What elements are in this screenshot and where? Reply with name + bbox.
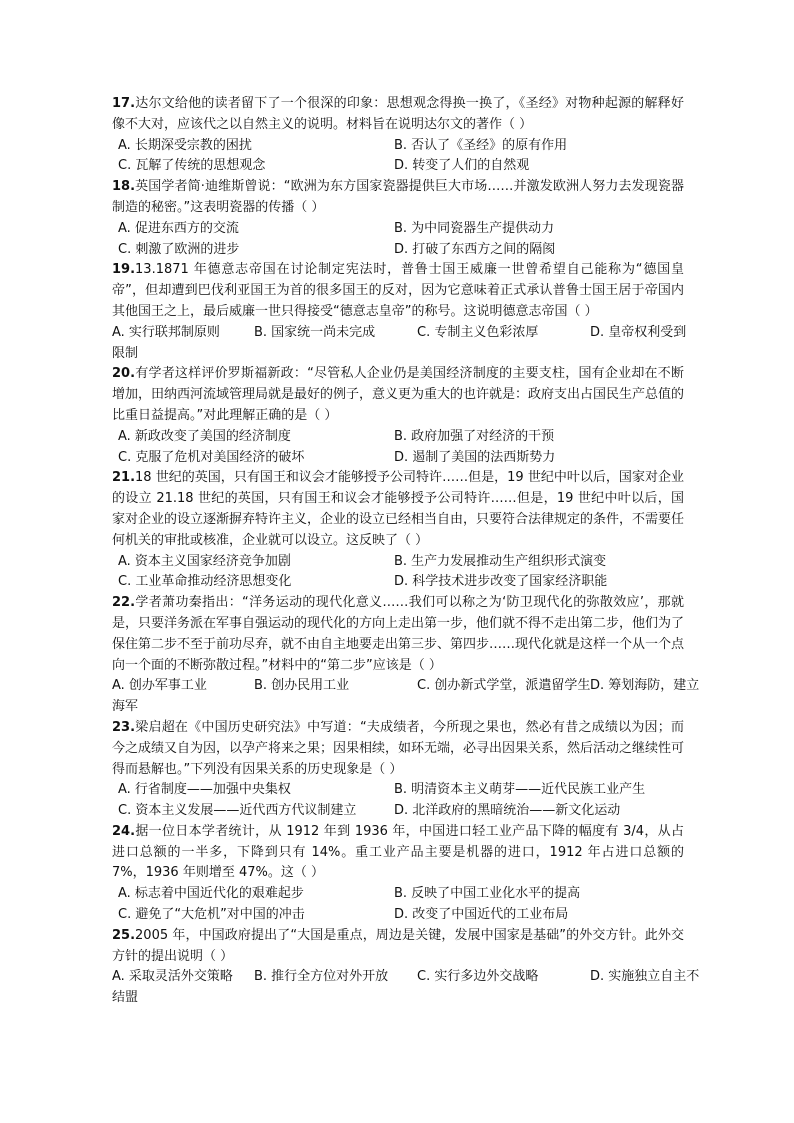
question-number: 21. (112, 470, 136, 486)
option-b: B. 为中同瓷器生产提供动力 (394, 220, 555, 236)
question-number: 22. (112, 595, 136, 611)
question-number: 19. (112, 262, 136, 278)
option-a: A. 实行联邦制原则 (112, 324, 220, 340)
option-b: B. 政府加强了对经济的干预 (394, 428, 555, 444)
question-page (112, 94, 700, 1009)
option-a: A. 促进东西方的交流 (118, 220, 239, 236)
options-grid (112, 219, 684, 261)
option-c: C. 实行多边外交战略 (417, 969, 539, 985)
option-d: D. 筹划海防，建立 (590, 678, 700, 694)
question-stem (112, 468, 684, 551)
question-number: 17. (112, 96, 136, 111)
option-c: C. 创办新式学堂，派遣留学生 (417, 678, 591, 694)
question-block (112, 926, 700, 1009)
option-d: D. 转变了人们的自然观 (394, 158, 530, 174)
question-stem (112, 177, 684, 219)
question-text: 18 世纪的英国，只有国王和议会才能够授予公司特许……但是，19 世纪中叶以后，国家对企业的设立 21.18 世纪的英国，只有国王和议会才能够授予公司特许……但是，19 世纪中叶以后，国家对企业的设立逐渐摒弃特许主义，企业的设立已经相当自由，只要符合法律规定的条件，不需要任何机关的审批或核准，企业就可以设立。这反映了（ ） (112, 470, 685, 548)
option-continuation: 结盟 (112, 990, 139, 1006)
question-stem (112, 926, 684, 968)
option-c: C. 资本主义发展——近代西方代议制建立 (118, 803, 357, 819)
option-c: C. 刺激了欧洲的进步 (118, 241, 240, 257)
question-text: 达尔文给他的读者留下了一个很深的印象：思想观念得换一换了，《圣经》对物种起源的解释好像不大对，应该代之以自然主义的说明。材料旨在说明达尔文的著作（ ） (112, 96, 684, 132)
option-c: C. 避免了“大危机”对中国的冲击 (118, 907, 305, 923)
option-d: D. 北洋政府的黑暗统治——新文化运动 (394, 803, 621, 819)
option-a: A. 新政改变了美国的经济制度 (118, 428, 291, 444)
option-b: B. 否认了《圣经》的原有作用 (394, 137, 568, 153)
question-block (112, 364, 684, 468)
question-block (112, 718, 684, 822)
option-c: C. 瓦解了传统的思想观念 (118, 158, 266, 174)
option-d: D. 改变了中国近代的工业布局 (394, 907, 569, 923)
options-grid (112, 136, 684, 178)
question-text: 有学者这样评价罗斯福新政：“尽管私人企业仍是美国经济制度的主要支柱，国有企业却在不断增加，田纳西河流域管理局就是最好的例子，意义更为重大的也许就是：政府支出占国民生产总值的比重日益提高。”对此理解正确的是（ ） (112, 366, 685, 423)
option-b: B. 明清资本主义萌芽——近代民族工业产生 (394, 782, 646, 798)
question-block (112, 260, 687, 364)
option-b: B. 推行全方位对外开放 (254, 969, 389, 985)
option-a: A. 资本主义国家经济竞争加剧 (118, 553, 291, 569)
question-block (112, 468, 684, 593)
question-stem (112, 260, 684, 322)
option-a: A. 采取灵活外交策略 (112, 969, 233, 985)
option-c: C. 专制主义色彩浓厚 (417, 324, 539, 340)
option-d: D. 皇帝权利受到 (590, 324, 687, 340)
question-number: 20. (112, 366, 136, 382)
question-number: 24. (112, 823, 136, 839)
question-number: 25. (112, 927, 136, 943)
option-d: D. 打破了东西方之间的隔阂 (394, 241, 556, 257)
options-grid (112, 552, 684, 594)
option-a: A. 创办军事工业 (112, 678, 207, 694)
options-grid (112, 676, 700, 718)
option-continuation: 海军 (112, 699, 139, 715)
question-text: 13.1871 年德意志帝国在讨论制定宪法时，普鲁士国王威廉一世曾希望自己能称为“德国皇帝”，但却遭到巴伐利亚国王为首的很多国王的反对，因为它意味着正式承认普鲁士国王居于帝国内其他国王之上，最后威廉一世只得接受“德意志皇帝”的称号。这说明德意志帝国（ ） (112, 262, 684, 319)
options-grid (112, 323, 687, 365)
question-text: 2005 年，中国政府提出了“大国是重点，周边是关键，发展中国家是基础”的外交方针。此外交方针的提出说明（ ） (112, 927, 684, 964)
question-text: 学者萧功秦指出：“洋务运动的现代化意义……我们可以称之为‘防卫现代化的弥散效应’，那就是，只要洋务派在军事自强运动的现代化的方向上走出第一步，他们就不得不走出第二步，他们为了保住第二步不至于前功尽弃，就不由自主地要走出第三步、第四步……现代化就是这样一个从一个点向一个面的不断弥散过程。”材料中的“第二步”应该是（ ） (112, 595, 685, 673)
question-stem (112, 718, 684, 780)
question-block (112, 94, 684, 177)
option-c: C. 工业革命推动经济思想变化 (118, 574, 292, 590)
options-grid (112, 780, 684, 822)
option-c: C. 克服了危机对美国经济的破坏 (118, 449, 305, 465)
question-number: 18. (112, 179, 136, 195)
option-b: B. 国家统一尚未完成 (254, 324, 376, 340)
question-block (112, 822, 684, 926)
question-text: 梁启超在《中国历史研究法》中写道：“夫成绩者，今所现之果也，然必有昔之成绩以为因；而今之成绩又自为因，以孕产将来之果；因果相续，如环无端，必寻出因果关系，然后活动之继续性可得而悬解也。”下列没有因果关系的历史现象是（ ） (112, 719, 685, 777)
question-block (112, 593, 700, 718)
option-d: D. 实施独立自主不 (590, 969, 700, 985)
question-stem (112, 593, 684, 676)
option-a: A. 标志着中国近代化的艰难起步 (118, 886, 304, 902)
question-stem (112, 364, 684, 426)
question-text: 英国学者简·迪维斯曾说：“欧洲为东方国家瓷器提供巨大市场……并激发欧洲人努力去发现瓷器制造的秘密。”这表明瓷器的传播（ ） (112, 179, 684, 215)
option-a: A. 长期深受宗教的困扰 (118, 137, 252, 153)
option-d: D. 科学技术进步改变了国家经济职能 (394, 574, 608, 590)
option-continuation: 限制 (112, 345, 139, 361)
options-grid (112, 427, 684, 469)
question-stem (112, 822, 684, 884)
option-a: A. 行省制度——加强中央集权 (118, 782, 291, 798)
question-text: 据一位日本学者统计，从 1912 年到 1936 年，中国进口轻工业产品下降的幅度有 3/4，从占进口总额的一半多，下降到只有 14%。重工业产品主要是机器的进口，1912 年占进口总额的 7%，1936 年则增至 47%。这（ ） (112, 823, 684, 881)
question-number: 23. (112, 719, 136, 735)
options-grid (112, 967, 700, 1009)
option-b: B. 反映了中国工业化水平的提高 (394, 886, 581, 902)
question-stem (112, 94, 684, 136)
option-b: B. 创办民用工业 (254, 678, 350, 694)
question-block (112, 177, 684, 260)
option-d: D. 遏制了美国的法西斯势力 (394, 449, 556, 465)
options-grid (112, 884, 684, 926)
option-b: B. 生产力发展推动生产组织形式演变 (394, 553, 607, 569)
